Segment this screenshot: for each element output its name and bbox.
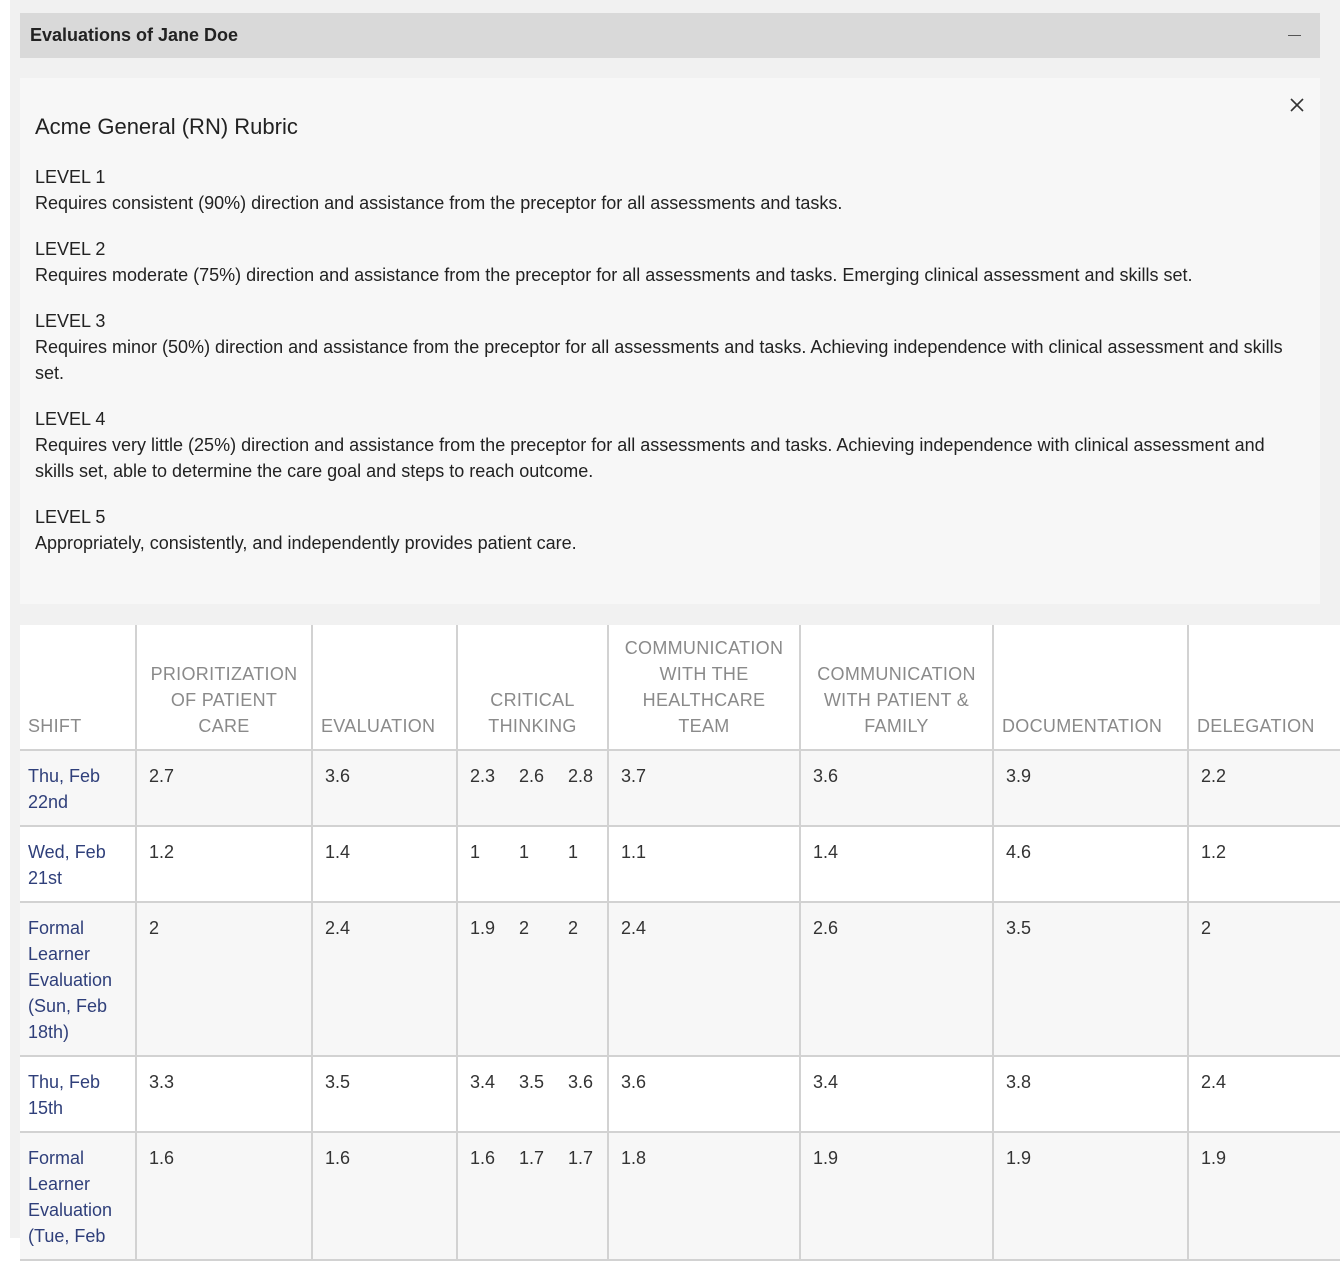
critical-thinking-cell: [457, 1056, 608, 1132]
level-label: LEVEL 5: [35, 507, 106, 527]
score-cell: 1.6: [312, 1132, 457, 1260]
score-cell: 1.1: [608, 826, 800, 902]
score-value: 1.7: [519, 1148, 545, 1168]
score-cell: 1.2: [1188, 826, 1340, 902]
score-cell: 1.2: [136, 826, 312, 902]
score-cell: 1.9: [800, 1132, 993, 1260]
score-cell: 1.4: [800, 826, 993, 902]
score-cell: 2.4: [312, 902, 457, 1056]
column-header-critical-thinking[interactable]: CRITICAL THINKING: [457, 625, 608, 750]
rubric-level: [35, 504, 1300, 556]
score-value: 1.7: [568, 1148, 594, 1168]
rubric-level: [35, 308, 1300, 386]
table-header-row: [20, 625, 1340, 750]
rubric-title: Acme General (RN) Rubric: [35, 114, 298, 139]
score-cell: 1.9: [1188, 1132, 1340, 1260]
score-cell: 3.6: [800, 750, 993, 826]
shift-link[interactable]: Wed, Feb 21st: [20, 826, 136, 902]
rubric-level: [35, 406, 1300, 484]
score-value: 2.8: [568, 766, 594, 786]
table-row: [20, 750, 1340, 826]
rubric-levels: [35, 164, 1300, 576]
column-header-evaluation[interactable]: EVALUATION: [312, 625, 457, 750]
level-description: Requires moderate (75%) direction and assistance from the preceptor for all assessments and tasks. Emerging clinical assessment and skills set.: [35, 265, 1193, 285]
evaluations-panel: [10, 0, 1340, 1246]
score-value: 2: [519, 918, 530, 938]
shift-link[interactable]: Formal Learner Evaluation (Tue, Feb: [20, 1132, 136, 1260]
score-cell: 2: [1188, 902, 1340, 1056]
score-cell: 3.8: [993, 1056, 1188, 1132]
score-cell: 2.4: [608, 902, 800, 1056]
critical-thinking-cell: [457, 1132, 608, 1260]
column-header-communication-patient[interactable]: COMMUNICATION WITH PATIENT & FAMILY: [800, 625, 993, 750]
score-value: 3.6: [568, 1072, 594, 1092]
score-cell: 3.5: [993, 902, 1188, 1056]
evaluations-table: [20, 625, 1340, 1261]
score-value: 1: [470, 842, 481, 862]
critical-thinking-cell: [457, 750, 608, 826]
score-cell: 1.4: [312, 826, 457, 902]
score-cell: 3.3: [136, 1056, 312, 1132]
level-description: Requires consistent (90%) direction and assistance from the preceptor for all assessments and tasks.: [35, 193, 843, 213]
shift-link[interactable]: Formal Learner Evaluation (Sun, Feb 18th): [20, 902, 136, 1056]
column-header-shift[interactable]: SHIFT: [20, 625, 136, 750]
score-cell: 2.7: [136, 750, 312, 826]
level-description: Requires minor (50%) direction and assistance from the preceptor for all assessments and tasks. Achieving independence with clinical assessment and skills set.: [35, 337, 1283, 383]
score-value: 1: [519, 842, 530, 862]
score-value: 2.6: [519, 766, 545, 786]
score-cell: 3.6: [312, 750, 457, 826]
close-icon[interactable]: [1286, 94, 1308, 116]
shift-link[interactable]: Thu, Feb 15th: [20, 1056, 136, 1132]
level-label: LEVEL 3: [35, 311, 106, 331]
column-header-communication-team[interactable]: COMMUNICATION WITH THE HEALTHCARE TEAM: [608, 625, 800, 750]
score-cell: 2.2: [1188, 750, 1340, 826]
evaluations-table-container[interactable]: [20, 625, 1330, 1246]
score-cell: 2: [136, 902, 312, 1056]
score-cell: 3.6: [608, 1056, 800, 1132]
score-value: 3.5: [519, 1072, 545, 1092]
column-header-documentation[interactable]: DOCUMENTATION: [993, 625, 1188, 750]
score-value: 2.3: [470, 766, 496, 786]
panel-header: [20, 13, 1320, 58]
table-row: [20, 902, 1340, 1056]
rubric-level: [35, 164, 1300, 216]
score-cell: 3.7: [608, 750, 800, 826]
column-header-delegation[interactable]: DELEGATION: [1188, 625, 1340, 750]
level-label: LEVEL 4: [35, 409, 106, 429]
score-cell: 2.4: [1188, 1056, 1340, 1132]
level-label: LEVEL 2: [35, 239, 106, 259]
level-description: Appropriately, consistently, and independently provides patient care.: [35, 533, 577, 553]
rubric-card: [20, 78, 1320, 604]
score-cell: 2.6: [800, 902, 993, 1056]
score-cell: 4.6: [993, 826, 1188, 902]
critical-thinking-cell: [457, 902, 608, 1056]
shift-link[interactable]: Thu, Feb 22nd: [20, 750, 136, 826]
score-value: 3.4: [470, 1072, 496, 1092]
level-label: LEVEL 1: [35, 167, 106, 187]
score-value: 1: [568, 842, 579, 862]
score-value: 1.6: [470, 1148, 496, 1168]
critical-thinking-cell: [457, 826, 608, 902]
level-description: Requires very little (25%) direction and assistance from the preceptor for all assessments and tasks. Achieving independence with clinical assessment and skills set, able to determine the care goal and steps to reach outcome.: [35, 435, 1265, 481]
table-row: [20, 1056, 1340, 1132]
score-cell: 1.8: [608, 1132, 800, 1260]
column-header-prioritization[interactable]: PRIORITIZATION OF PATIENT CARE: [136, 625, 312, 750]
score-cell: 3.4: [800, 1056, 993, 1132]
panel-title: Evaluations of Jane Doe: [30, 25, 239, 45]
score-cell: 1.6: [136, 1132, 312, 1260]
score-value: 1.9: [470, 918, 496, 938]
rubric-level: [35, 236, 1300, 288]
score-cell: 3.5: [312, 1056, 457, 1132]
score-value: 2: [568, 918, 579, 938]
minus-icon[interactable]: [1282, 24, 1306, 48]
score-cell: 1.9: [993, 1132, 1188, 1260]
table-row: [20, 1132, 1340, 1260]
score-cell: 3.9: [993, 750, 1188, 826]
table-row: [20, 826, 1340, 902]
